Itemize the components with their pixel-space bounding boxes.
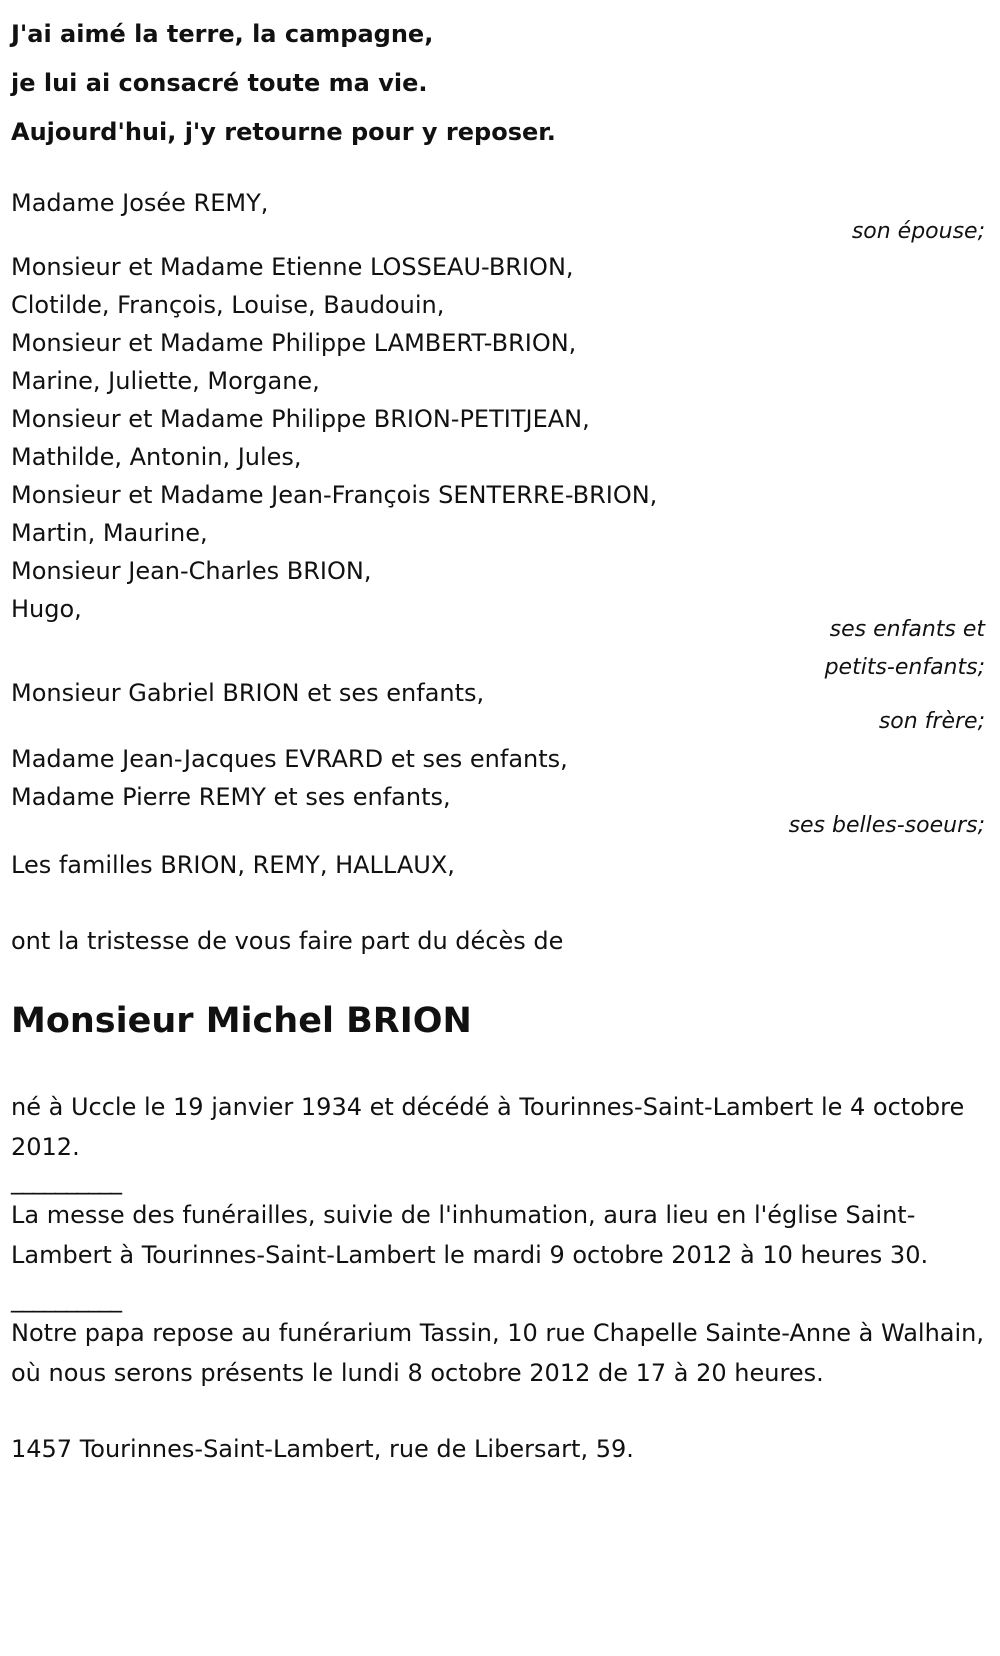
sisters-in-law-block	[11, 739, 989, 845]
visitation-text: Notre papa repose au funérarium Tassin, 10 rue Chapelle Sainte-Anne à Walhain, où nous serons présents le lundi 8 octobre 2012 de 17 à 20 heures.	[11, 1319, 985, 1387]
separator: __________	[11, 1167, 121, 1195]
family-name-line: Monsieur et Madame Philippe LAMBERT-BRION,	[11, 329, 577, 357]
poem-line: je lui ai consacré toute ma vie.	[11, 69, 428, 97]
poem-line: Aujourd'hui, j'y retourne pour y reposer.	[11, 118, 556, 146]
poem	[11, 0, 989, 157]
family-name-line: Monsieur et Madame Philippe BRION-PETITJEAN,	[11, 405, 590, 433]
family-name-line: Monsieur Gabriel BRION et ses enfants,	[11, 679, 485, 707]
family-name-line: Martin, Maurine,	[11, 519, 208, 547]
birth-death-text: né à Uccle le 19 janvier 1934 et décédé à Tourinnes-Saint-Lambert le 4 octobre 2012.	[11, 1093, 965, 1161]
children-block	[11, 247, 989, 687]
family-name-line: Madame Jean-Jacques EVRARD et ses enfants,	[11, 745, 568, 773]
spouse-block	[11, 183, 989, 251]
separator: __________	[11, 1285, 121, 1313]
family-name-line: Les familles BRION, REMY, HALLAUX,	[11, 851, 455, 879]
family-name-line: Monsieur et Madame Etienne LOSSEAU-BRION,	[11, 253, 574, 281]
family-name-line: Clotilde, François, Louise, Baudouin,	[11, 291, 445, 319]
address-text: 1457 Tourinnes-Saint-Lambert, rue de Libersart, 59.	[11, 1435, 634, 1463]
relation-label: son frère;	[878, 709, 985, 734]
relation-label: ses enfants et	[829, 617, 985, 642]
relation-label: son épouse;	[851, 219, 985, 244]
family-name-line: Monsieur Jean-Charles BRION,	[11, 557, 372, 585]
poem-line: J'ai aimé la terre, la campagne,	[11, 20, 434, 48]
family-name-line: Monsieur et Madame Jean-François SENTERRE-BRION,	[11, 481, 658, 509]
family-name-line: Mathilde, Antonin, Jules,	[11, 443, 302, 471]
family-name-line: Madame Josée REMY,	[11, 189, 269, 217]
announcement-text: ont la tristesse de vous faire part du décès de	[11, 927, 564, 955]
obituary-content	[11, 0, 989, 1469]
funeral-text: La messe des funérailles, suivie de l'inhumation, aura lieu en l'église Saint-Lambert à Tourinnes-Saint-Lambert le mardi 9 octobre 2012 à 10 heures 30.	[11, 1201, 929, 1269]
deceased-name: Monsieur Michel BRION	[11, 1001, 472, 1041]
family-name-line: Hugo,	[11, 595, 82, 623]
families-block	[11, 845, 989, 885]
relation-label: petits-enfants;	[824, 655, 985, 680]
family-name-line: Madame Pierre REMY et ses enfants,	[11, 783, 451, 811]
relation-label: ses belles-soeurs;	[788, 813, 985, 838]
family-name-line: Marine, Juliette, Morgane,	[11, 367, 320, 395]
